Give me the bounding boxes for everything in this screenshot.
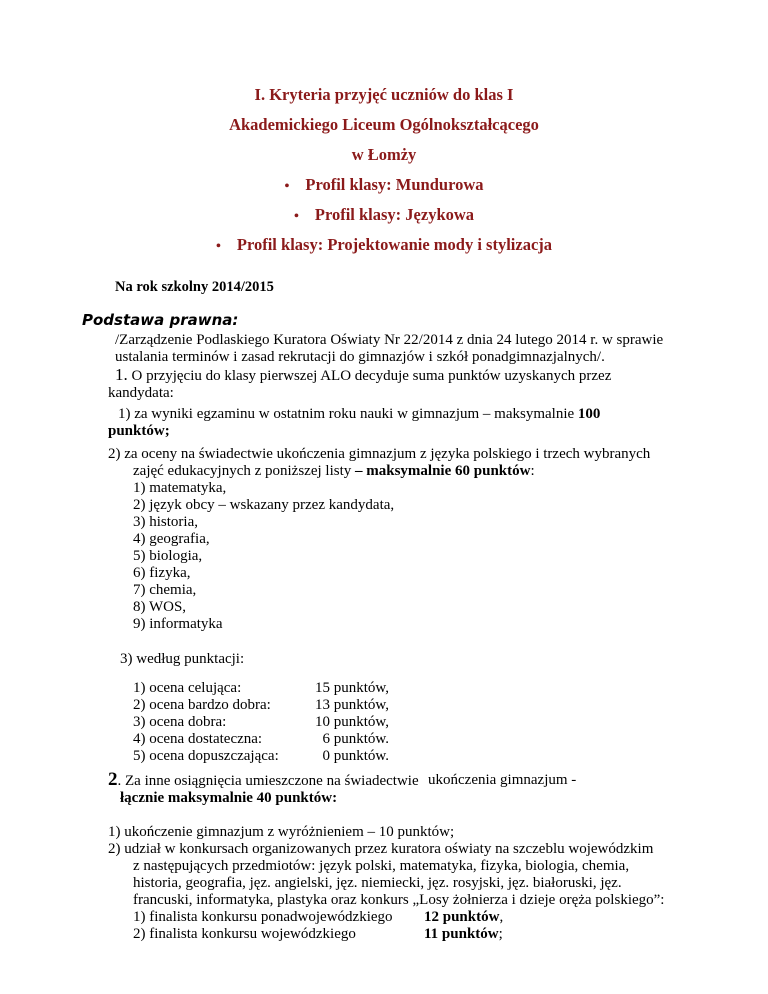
subject-item: 7) chemia, <box>133 582 197 598</box>
criterion-scoring-label: 3) według punktacji: <box>120 651 245 667</box>
criterion-exam-text: 1) za wyniki egzaminu w ostatnim roku nauki w gimnazjum – maksymalnie <box>118 406 578 422</box>
contest-points <box>424 908 503 926</box>
section-2-intro <box>108 771 419 790</box>
contest-label: 1) finalista konkursu ponadwojewódzkiego <box>133 909 393 925</box>
contest-points-value: 12 punktów <box>424 909 500 925</box>
contest-points <box>424 925 503 943</box>
criterion-grades-line-1: 2) za oceny na świadectwie ukończenia gimnazjum z języka polskiego i trzech wybranych <box>108 446 651 462</box>
legal-line-1: /Zarządzenie Podlaskiego Kuratora Oświaty Nr 22/2014 z dnia 24 lutego 2014 r. w sprawie <box>115 332 664 348</box>
grade-name: 5) ocena dopuszczająca: <box>133 748 279 764</box>
achievement-contests-line-1: 2) udział w konkursach organizowanych przez kuratora oświaty na szczeblu wojewódzkim <box>108 841 654 857</box>
achievement-contests-line-3: historia, geografia, jęz. angielski, jęz. niemiecki, jęz. rosyjski, jęz. białoruski, jęz. <box>133 875 622 891</box>
subject-item: 5) biologia, <box>133 548 203 564</box>
grade-name: 4) ocena dostateczna: <box>133 731 263 747</box>
criterion-grades-line-2 <box>133 462 535 480</box>
achievement-honors: 1) ukończenie gimnazjum z wyróżnieniem – 10 punktów; <box>108 824 455 840</box>
section-2-text: . Za inne osiągnięcia umieszczone na świadectwie <box>117 773 419 789</box>
criterion-grades-max: – maksymalnie 60 punktów <box>355 463 531 479</box>
legal-line-2: ustalania terminów i zasad rekrutacji do gimnazjów i szkół ponadgimnazjalnych/. <box>115 349 605 365</box>
section-2-max: łącznie maksymalnie 40 punktów: <box>120 790 338 806</box>
criterion-grades-colon: : <box>530 463 535 479</box>
criterion-exam <box>118 405 600 423</box>
criterion-grades-text: zajęć edukacyjnych z poniższej listy <box>133 463 355 479</box>
contest-points-punct: ; <box>498 926 503 942</box>
grade-points: 0 punktów. <box>322 748 389 764</box>
profile-item-jezykowa <box>0 206 768 226</box>
grade-points: 6 punktów. <box>322 731 389 747</box>
title-line-1: I. Kryteria przyjęć uczniów do klas I <box>254 85 514 104</box>
section-1-text: O przyjęciu do klasy pierwszej ALO decyduje suma punktów uzyskanych przez <box>127 368 612 384</box>
section-1-number: 1. <box>115 365 128 384</box>
profile-label: Profil klasy: Projektowanie mody i stylizacja <box>236 235 553 254</box>
bullet-icon: • <box>215 239 221 254</box>
legal-heading: Podstawa prawna: <box>82 311 239 329</box>
grade-name: 3) ocena dobra: <box>133 714 227 730</box>
section-1-line-2: kandydata: <box>108 385 174 401</box>
contest-label: 2) finalista konkursu wojewódzkiego <box>133 926 356 942</box>
contest-points-value: 11 punktów <box>424 926 499 942</box>
subject-item: 8) WOS, <box>133 599 187 615</box>
school-year: Na rok szkolny 2014/2015 <box>115 279 274 295</box>
profile-label: Profil klasy: Mundurowa <box>305 175 484 194</box>
grade-points: 15 punktów, <box>314 680 389 696</box>
contest-points-punct: , <box>499 909 504 925</box>
section-1-intro <box>115 366 611 385</box>
section-2-text-tail: ukończenia gimnazjum - <box>428 772 577 788</box>
achievement-contests-line-2: z następujących przedmiotów: język polski, matematyka, fizyka, biologia, chemia, <box>133 858 630 874</box>
title-line-3: w Łomży <box>351 145 417 164</box>
subject-item: 2) język obcy – wskazany przez kandydata, <box>133 497 395 513</box>
section-2-number: 2 <box>108 769 118 790</box>
grade-points: 13 punktów, <box>314 697 389 713</box>
achievement-contests-line-4: francuski, informatyka, plastyka oraz konkurs „Losy żołnierza i dzieje oręża polskiego”: <box>133 892 665 908</box>
criterion-exam-points: 100 <box>577 406 601 422</box>
profile-label: Profil klasy: Językowa <box>314 205 475 224</box>
subject-item: 9) informatyka <box>133 616 223 632</box>
criterion-exam-unit: punktów; <box>108 423 170 439</box>
bullet-icon: • <box>293 209 299 224</box>
title-line-2: Akademickiego Liceum Ogólnokształcącego <box>229 115 539 134</box>
profile-item-moda <box>0 236 768 256</box>
subject-item: 6) fizyka, <box>133 565 191 581</box>
subject-item: 3) historia, <box>133 514 198 530</box>
profile-item-mundurowa <box>0 176 768 196</box>
subject-item: 4) geografia, <box>133 531 210 547</box>
grade-name: 1) ocena celująca: <box>133 680 242 696</box>
subject-item: 1) matematyka, <box>133 480 227 496</box>
grade-name: 2) ocena bardzo dobra: <box>133 697 271 713</box>
grade-points: 10 punktów, <box>314 714 389 730</box>
bullet-icon: • <box>284 179 290 194</box>
